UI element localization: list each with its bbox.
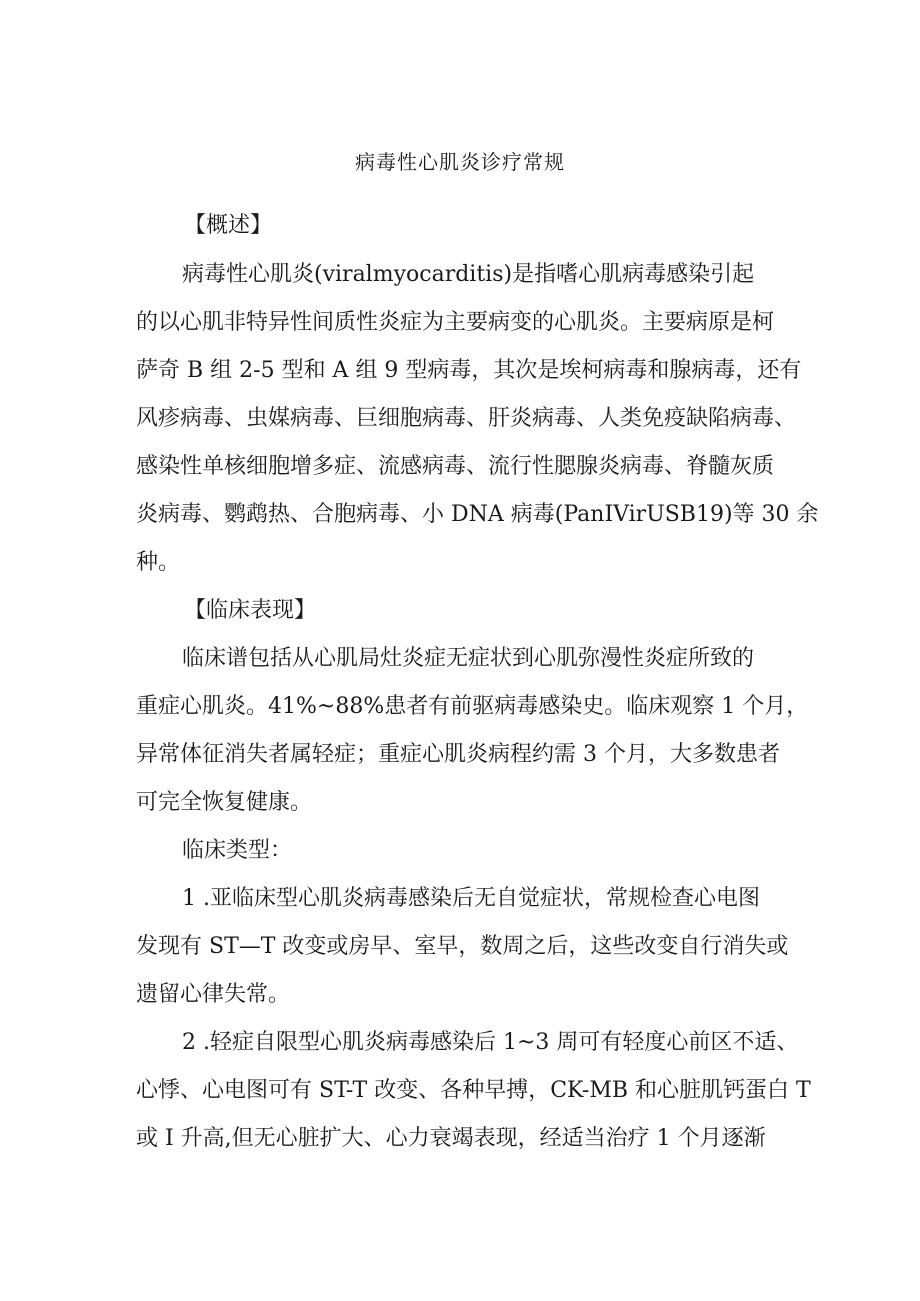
list-item-line: 2 .轻症自限型心肌炎病毒感染后 1~3 周可有轻度心前区不适、 bbox=[182, 1030, 799, 1055]
list-item-line: 或 I 升高,但无心脏扩大、心力衰竭表现，经适当治疗 1 个月逐渐 bbox=[136, 1126, 766, 1151]
list-item-line: 发现有 ST—T 改变或房早、室早，数周之后，这些改变自行消失或 bbox=[136, 934, 789, 959]
paragraph-line: 临床类型： bbox=[182, 838, 293, 863]
list-item-line: 1 .亚临床型心肌炎病毒感染后无自觉症状，常规检查心电图 bbox=[182, 886, 760, 911]
paragraph-line: 种。 bbox=[136, 550, 181, 575]
paragraph-line: 重症心肌炎。41%~88%患者有前驱病毒感染史。临床观察 1 个月， bbox=[136, 694, 809, 719]
section-heading-clinical: 【临床表现】 bbox=[184, 598, 317, 623]
paragraph-line: 可完全恢复健康。 bbox=[136, 790, 313, 815]
paragraph-line: 的以心肌非特异性间质性炎症为主要病变的心肌炎。主要病原是柯 bbox=[136, 310, 775, 335]
list-item-line: 心悸、心电图可有 ST-T 改变、各种早搏，CK-MB 和心脏肌钙蛋白 T bbox=[136, 1078, 811, 1103]
section-heading-overview: 【概述】 bbox=[184, 213, 273, 238]
paragraph-line: 感染性单核细胞增多症、流感病毒、流行性腮腺炎病毒、脊髓灰质 bbox=[136, 454, 775, 479]
paragraph-line: 病毒性心肌炎(viralmyocarditis)是指嗜心肌病毒感染引起 bbox=[182, 262, 755, 287]
list-item-line: 遗留心律失常。 bbox=[136, 982, 291, 1007]
paragraph-line: 临床谱包括从心肌局灶炎症无症状到心肌弥漫性炎症所致的 bbox=[182, 646, 755, 671]
paragraph-line: 风疹病毒、虫媒病毒、巨细胞病毒、肝炎病毒、人类免疫缺陷病毒、 bbox=[136, 406, 797, 431]
paragraph-line: 异常体征消失者属轻症；重症心肌炎病程约需 3 个月，大多数患者 bbox=[136, 742, 780, 767]
paragraph-line: 炎病毒、鹦鹉热、合胞病毒、小 DNA 病毒(PanIVirUSB19)等 30 余 bbox=[136, 502, 819, 527]
paragraph-line: 萨奇 B 组 2-5 型和 A 组 9 型病毒，其次是埃柯病毒和腺病毒，还有 bbox=[136, 358, 802, 383]
page-title: 病毒性心肌炎诊疗常规 bbox=[355, 150, 565, 174]
